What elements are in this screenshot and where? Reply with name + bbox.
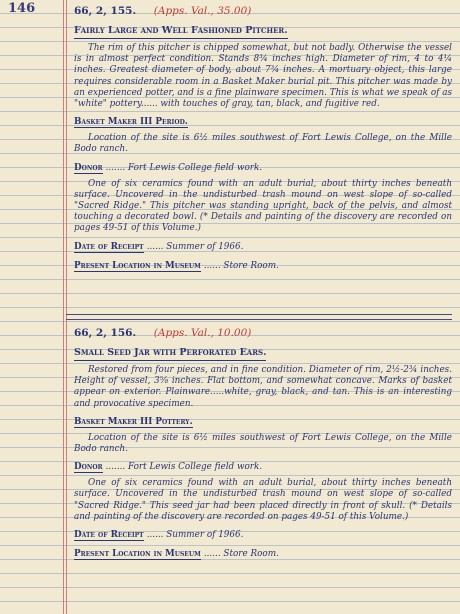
museum-location-value: ...... Store Room. xyxy=(203,260,279,271)
period-label xyxy=(74,415,452,429)
site-location-text: Location of the site is 6½ miles southwest of Fort Lewis College, on the Mille Bodo ranch. xyxy=(74,432,452,455)
donor-value: ....... Fort Lewis College field work. xyxy=(105,162,263,173)
receipt-line xyxy=(74,528,452,542)
entry-notes xyxy=(74,478,452,523)
margin-line xyxy=(66,0,67,614)
entry-description xyxy=(74,43,452,110)
margin-line xyxy=(63,0,64,614)
site-location xyxy=(74,433,452,455)
period-text: Basket Maker III Period. xyxy=(74,117,188,128)
entry-divider xyxy=(66,314,452,320)
receipt-value: ...... Summer of 1966. xyxy=(146,530,244,541)
receipt-value: ...... Summer of 1966. xyxy=(146,241,244,252)
description-text: Restored from four pieces, and in fine condition. Diameter of rim, 2½-2¾ inches. Height of vessel, 3⅝ inches. Flat bottom, and somewhat concave. Marks of basket appear on exterior. Plainware.....white, gray, black, and tan. This is an interesting and provocative specimen. xyxy=(74,365,452,409)
catalog-number: 66, 2, 156. xyxy=(74,327,137,339)
donor-label: Donor xyxy=(74,162,103,173)
museum-location-line xyxy=(74,259,452,273)
period-label xyxy=(74,115,452,129)
description-text: The rim of this pitcher is chipped somewhat, but not badly. Otherwise the vessel is in almost perfect condition. Stands 8¾ inches high. Diameter of rim, 4 to 4¼ inches. Greatest diameter of body, about 7¾ inches. A mortuary object, this large requires considerable room in a Basket Maker burial pit. This pitcher was made by an experienced potter, and is a fine plainware specimen. This is what we speak of as "white" pottery...... with touches of gray, tan, black, and fugitive red. xyxy=(74,43,452,110)
entry-header xyxy=(74,326,452,340)
receipt-line xyxy=(74,240,452,254)
museum-location-value: ...... Store Room. xyxy=(203,549,279,560)
catalog-entry xyxy=(74,4,452,273)
page-number: 146 xyxy=(8,1,36,16)
museum-location-label: Present Location in Museum xyxy=(74,549,201,560)
catalog-number: 66, 2, 155. xyxy=(74,5,137,17)
entry-description xyxy=(74,365,452,410)
donor-line xyxy=(74,161,452,175)
site-location xyxy=(74,133,452,155)
period-text: Basket Maker III Pottery. xyxy=(74,416,193,427)
catalog-entry xyxy=(74,326,452,561)
appraised-value: (Apps. Val., 10.00) xyxy=(153,327,252,339)
receipt-label: Date of Receipt xyxy=(74,530,144,541)
entry-notes xyxy=(74,179,452,235)
entry-title: Fairly Large and Well Fashioned Pitcher. xyxy=(74,24,288,39)
museum-location-label: Present Location in Museum xyxy=(74,260,201,271)
entry-title: Small Seed Jar with Perforated Ears. xyxy=(74,346,266,361)
donor-label: Donor xyxy=(74,462,103,473)
museum-location-line xyxy=(74,547,452,561)
site-location-text: Location of the site is 6½ miles southwest of Fort Lewis College, on the Mille Bodo ranch. xyxy=(74,133,452,155)
appraised-value: (Apps. Val., 35.00) xyxy=(153,5,252,17)
notes-text: One of six ceramics found with an adult burial, about thirty inches beneath surface. Uncovered in the undisturbed trash mound on west slope of so-called "Sacred Ridge." This pitcher was standing upright, back of the pelvis, and almost touching a decorated bowl. (* Details and painting of the discovery are recorded on pages 49-51 of this Volume.) xyxy=(74,178,452,234)
notes-text: One of six ceramics found with an adult burial, about thirty inches beneath surface. Uncovered in the undisturbed trash mound on west slope of so-called "Sacred Ridge." This seed jar had been placed directly in front of skull. (* Details and painting of the discovery are recorded on pages 49-51 of this Volume.) xyxy=(74,478,452,522)
donor-value: ....... Fort Lewis College field work. xyxy=(105,462,263,473)
receipt-label: Date of Receipt xyxy=(74,241,144,252)
donor-line xyxy=(74,460,452,474)
entry-header xyxy=(74,4,452,18)
